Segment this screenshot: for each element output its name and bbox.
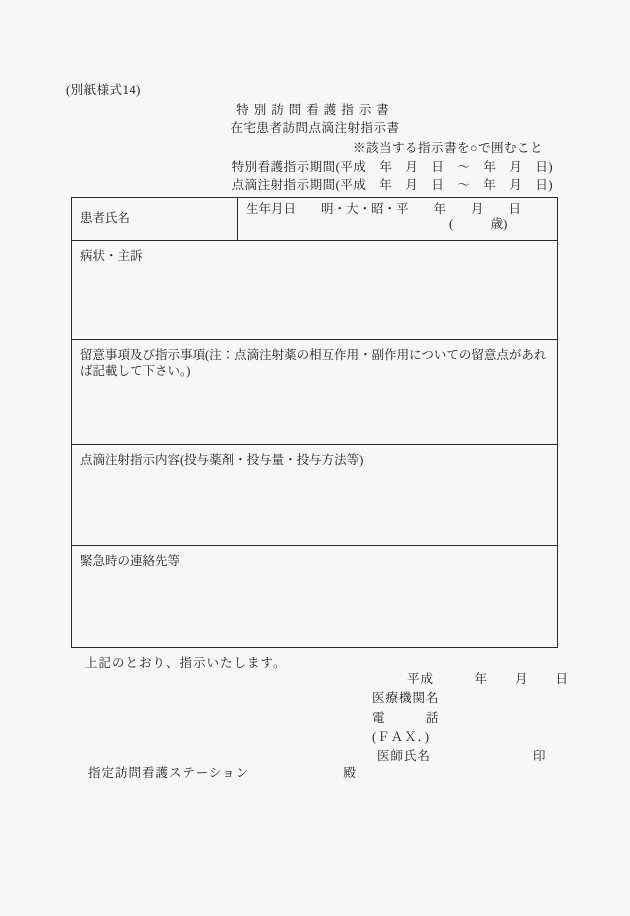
patient-name-cell [72,198,238,240]
signature-date-line: 平成 年 月 日 [407,672,570,686]
symptoms-cell [72,241,557,340]
emergency-contact-cell [72,546,557,649]
doctor-name-line [372,747,569,766]
station-label: 指定訪問看護ステーション [88,766,250,780]
remarks-label: 留意事項及び指示事項(注：点滴注射薬の相互作用・副作用についての留意点があれば記載して下さい。) [80,348,547,378]
station-line [88,766,357,782]
form-subtitle: 在宅患者訪問点滴注射指示書 [230,121,400,135]
iv-instruction-cell [72,445,557,546]
form-title: 特別訪問看護指示書 [236,103,394,117]
birth-date-line: 生年月日 明・大・昭・平 年 月 日 [246,202,522,216]
remarks-cell [72,340,557,445]
form-table [71,197,558,648]
dono-label: 殿 [343,766,357,780]
signature-block [372,670,569,766]
doctor-name-label: 医師氏名 [377,749,432,764]
phone-label: 電 話 [372,710,440,725]
instruction-statement: 上記のとおり、指示いたします。 [85,656,287,670]
special-nursing-period-line: 特別看護指示期間(平成 年 月 日 ～ 年 月 日) [231,160,553,174]
medical-institution-label: 医療機関名 [372,691,440,706]
symptoms-label: 病状・主訴 [80,249,143,263]
birth-date-cell [238,198,557,240]
iv-instruction-label: 点滴注射指示内容(投与薬剤・投与量・投与方法等) [80,453,364,467]
emergency-contact-label: 緊急時の連絡先等 [80,554,181,568]
patient-row [72,198,557,241]
patient-name-label: 患者氏名 [80,211,131,226]
circle-instruction-note: ※該当する指示書を○で囲むこと [352,141,543,155]
iv-injection-period-line: 点滴注射指示期間(平成 年 月 日 ～ 年 月 日) [231,178,553,192]
age-line: ( 歳) [449,217,508,231]
seal-label: 印 [533,749,547,764]
form-number: (別紙様式14) [66,83,141,97]
fax-label: (ＦＡＸ．) [372,729,431,744]
